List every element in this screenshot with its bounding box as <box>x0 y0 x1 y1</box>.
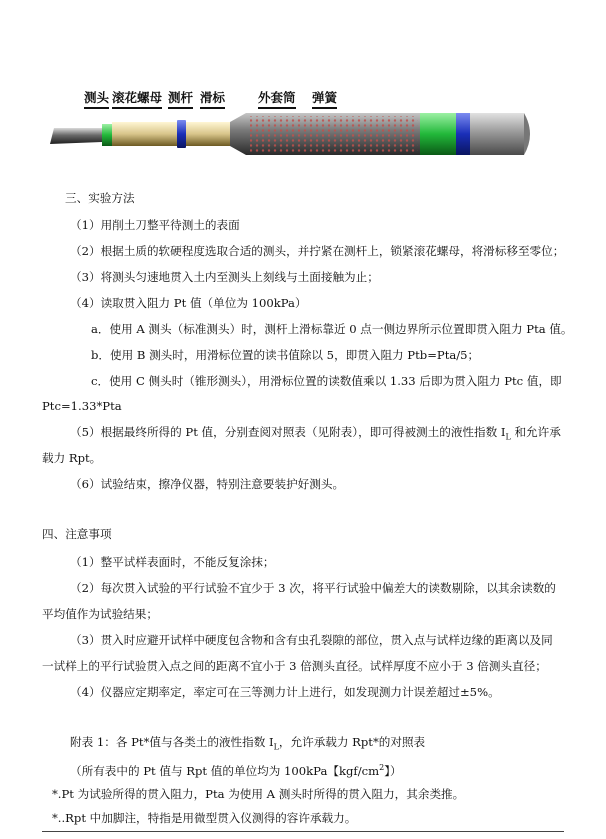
appendix-units: （所有表中的 Pt 值与 Rpt 值的单位均为 100kPa【kgf/$cm^2$】） <box>70 763 402 778</box>
label-probe-head: 测头 <box>84 88 109 109</box>
section3-step4b: b．使用 B 测头时，用滑标位置的读书值除以 5，即贯入阻力 Ptb=Pta/5； <box>91 348 480 362</box>
section3-step2: （2）根据土质的软硬程度选取合适的测头，并拧紧在测杆上，锁紧滚花螺母，将滑标移至零位； <box>70 244 565 258</box>
label-slider: 滑标 <box>200 88 225 109</box>
section4-note3-line1: （3）贯入时应避开试样中硬度包含物和含有虫孔裂隙的部位，贯入点与试样边缘的距离以及同 <box>70 633 553 647</box>
label-outer-sleeve: 外套筒 <box>258 88 296 109</box>
section3-step6: （6）试验结束，擦净仪器，特别注意要装护好测头。 <box>70 477 345 491</box>
section4-note2-line1: （2）每次贯入试验的平行试验不宜少于 3 次，将平行试验中偏差大的读数剔除，以其余读数的 <box>70 581 556 595</box>
section4-note4: （4）仪器应定期率定，率定可在三等测力计上进行，如发现测力计误差超过±5%。 <box>70 685 500 699</box>
section3-step3: （3）将测头匀速地贯入土内至测头上刻线与土面接触为止； <box>70 270 379 284</box>
section3-step5-line1: （5）根据最终所得的 Pt 值，分别查阅对照表（见附表），即可得被测土的液性指数 $I_L$ 和允许承 <box>70 425 561 442</box>
section3-step4c-line2: Ptc=1.33*Pta <box>42 399 122 413</box>
section3-heading: 三、实验方法 <box>65 191 135 205</box>
penetrometer-drawing <box>50 88 550 166</box>
section3-step1: （1）用削土刀整平待测土的表面 <box>70 218 240 232</box>
label-knurled-nut: 滚花螺母 <box>112 88 162 109</box>
section4-heading: 四、注意事项 <box>42 527 112 541</box>
penetrometer-figure <box>50 88 550 166</box>
section3-step4: （4）读取贯入阻力 Pt 值（单位为 100kPa） <box>70 296 307 310</box>
section3-step5-line2: 载力 Rpt。 <box>42 451 102 465</box>
bottom-divider <box>42 831 564 832</box>
section4-note3-line2: 一试样上的平行试验贯入点之间的距离不宜小于 3 倍测头直径。试样厚度不应小于 3 倍测头直径； <box>42 659 547 673</box>
appendix-footnote2: *..Rpt 中加脚注，特指是用微型贯入仪测得的容许承载力。 <box>52 811 357 825</box>
appendix-footnote1: *.Pt 为试验所得的贯入阻力，Pta 为使用 A 测头时所得的贯入阻力，其余类推。 <box>52 787 465 801</box>
label-rod: 测杆 <box>168 88 193 109</box>
label-spring: 弹簧 <box>312 88 337 109</box>
section4-note1: （1）整平试样表面时，不能反复涂抹； <box>70 555 275 569</box>
section3-step4c-line1: c．使用 C 侧头时（锥形测头），用滑标位置的读数值乘以 1.33 后即为贯入阻力 Ptc 值，即 <box>91 374 562 388</box>
appendix-title: 附表 1：各 Pt*值与各类土的液性指数 $I_L$，允许承载力 Rpt*的对照表 <box>70 735 426 752</box>
section4-note2-line2: 平均值作为试验结果； <box>42 607 158 621</box>
section3-step4a: a．使用 A 测头（标准测头）时，测杆上滑标靠近 0 点一侧边界所示位置即贯入阻力 Pta 值。 <box>91 322 573 336</box>
